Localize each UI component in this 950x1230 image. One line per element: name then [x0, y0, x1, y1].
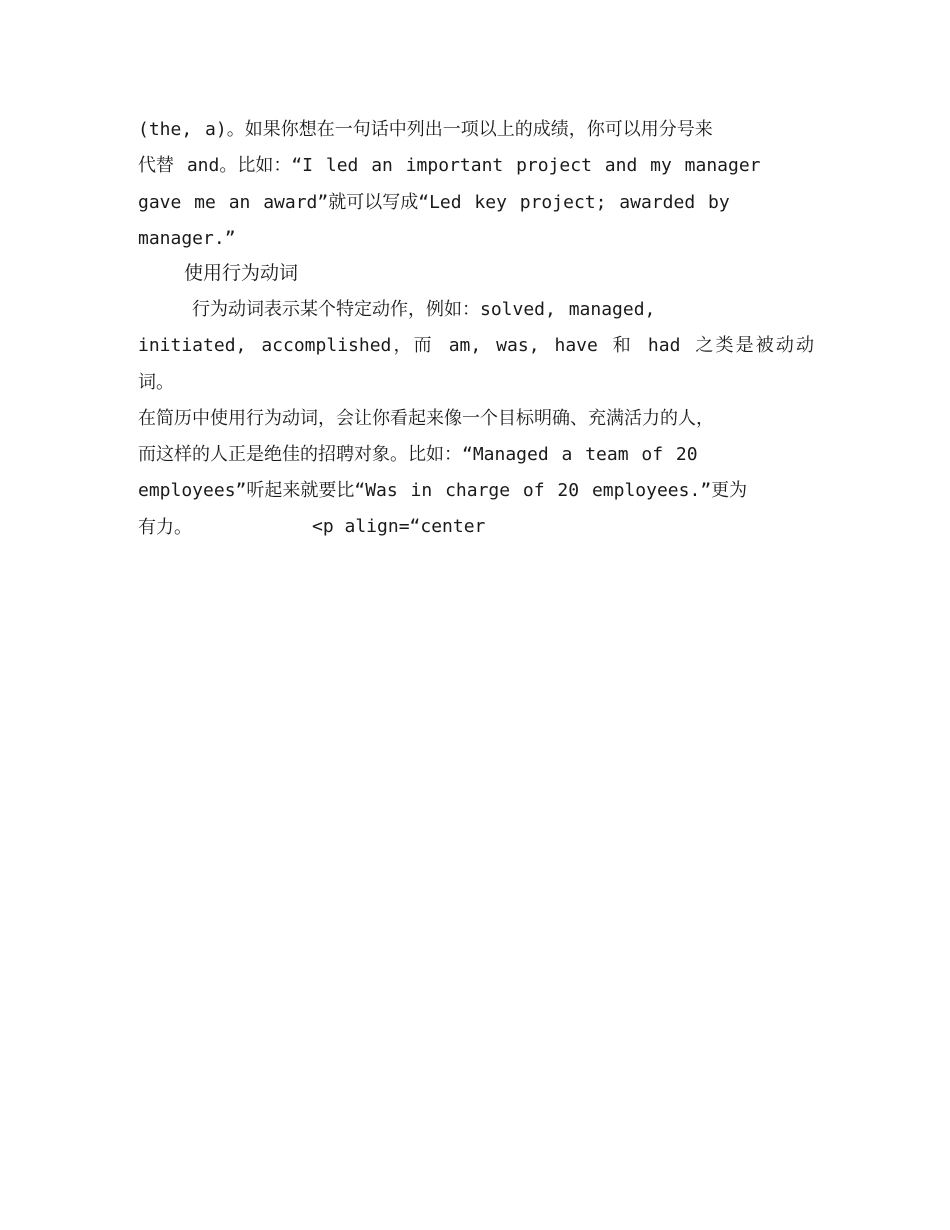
paragraph-line: manager.”: [138, 227, 236, 249]
paragraph-line: 有力。: [138, 516, 192, 538]
section-heading: 使用行为动词: [184, 262, 299, 284]
paragraph-line: employees”听起来就要比“Was in charge of 20 employees.”更为: [138, 480, 748, 502]
paragraph-line: 而这样的人正是绝佳的招聘对象。比如：“Managed a team of 20: [138, 444, 698, 466]
paragraph-line: 在简历中使用行为动词，会让你看起来像一个目标明确、充满活力的人，: [138, 407, 714, 429]
paragraph-semicolon-tip: [138, 112, 814, 257]
paragraph-line: 代替 and。比如：“I led an important project and my manager: [138, 155, 761, 177]
paragraph-line: 行为动词表示某个特定动作，例如：solved, managed,: [192, 299, 656, 320]
paragraph-line: (the, a)。如果你想在一句话中列出一项以上的成绩，你可以用分号来: [138, 119, 713, 140]
paragraph-line: gave me an award”就可以写成“Led key project; awarded by: [138, 191, 730, 213]
paragraph-action-verbs: [138, 292, 814, 546]
paragraph-line: initiated, accomplished，而 am, was, have 和 had 之类是被动动词。: [138, 335, 814, 393]
stray-markup-text: <p align=“center: [312, 516, 486, 537]
